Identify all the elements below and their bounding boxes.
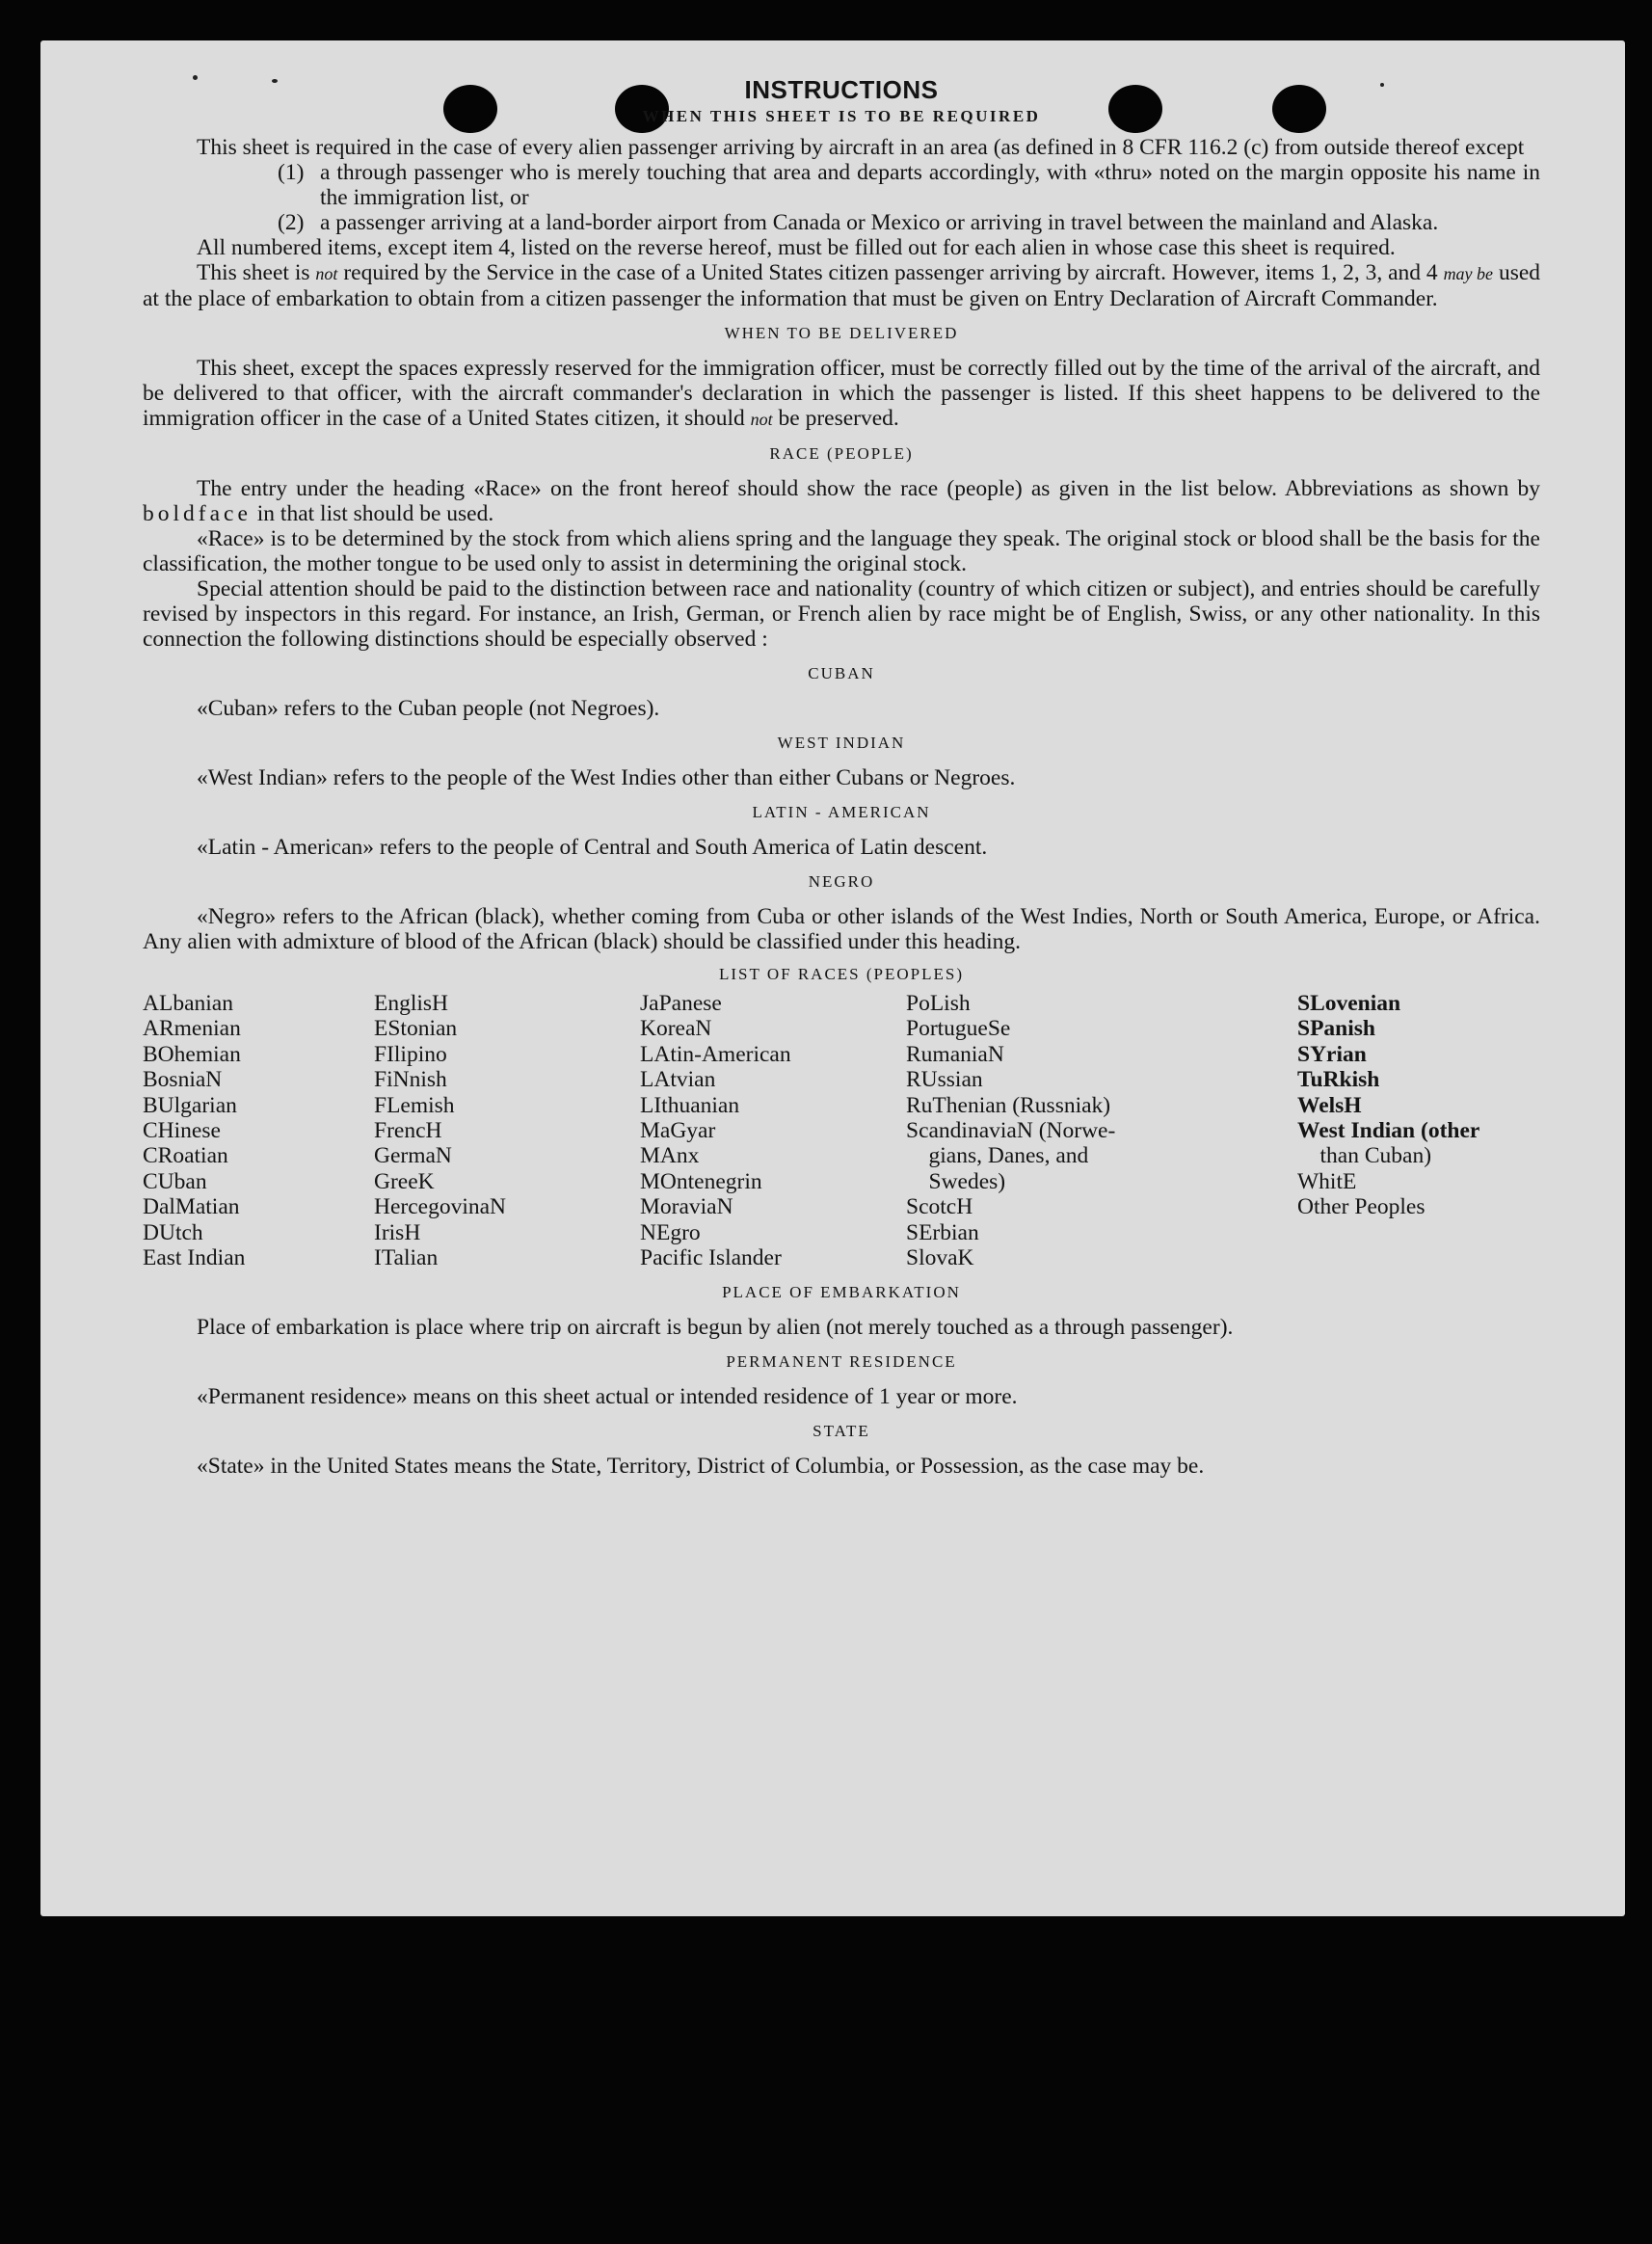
text-run: The entry under the heading «Race» on the front hereof should show the race (people) as given in the list below. Abbreviations as shown by bbox=[197, 476, 1540, 501]
race-entry: SLovenian bbox=[1297, 991, 1401, 1016]
race-entry: NEgro bbox=[640, 1219, 701, 1245]
page-title: INSTRUCTIONS bbox=[744, 75, 939, 104]
italic-text: may be bbox=[1443, 264, 1494, 283]
race-column bbox=[906, 991, 1297, 1270]
race-entry: MaGyar bbox=[640, 1118, 716, 1144]
paragraph-delivered bbox=[143, 356, 1540, 432]
text-run: be preserved. bbox=[778, 406, 899, 431]
race-entry: RumaniaN bbox=[906, 1041, 1004, 1067]
section-heading-embarkation: PLACE OF EMBARKATION bbox=[722, 1283, 961, 1302]
race-entry: SYrian bbox=[1297, 1041, 1367, 1067]
exception-text: a through passenger who is merely touching that area and departs accordingly, with «thru» noted on the margin opposite his name in the immigration list, or bbox=[320, 160, 1540, 210]
race-entry: ScotcH bbox=[906, 1194, 973, 1220]
race-entry: BOhemian bbox=[143, 1041, 241, 1067]
race-entry: TuRkish bbox=[1297, 1067, 1380, 1093]
exception-number: (2) bbox=[278, 210, 305, 235]
race-entry: East Indian bbox=[143, 1245, 246, 1271]
race-entry: PortugueSe bbox=[906, 1016, 1011, 1042]
text-run: required by the Service in the case of a United States citizen passenger arriving by aircraft. However, items 1, 2, 3, and 4 bbox=[343, 260, 1438, 285]
paragraph-west-indian: «West Indian» refers to the people of the West Indies other than either Cubans or Negroes. bbox=[197, 765, 1016, 790]
race-entry: LAtin-American bbox=[640, 1041, 791, 1067]
race-column bbox=[640, 991, 906, 1270]
race-entry: ITalian bbox=[374, 1245, 439, 1271]
paragraph-race-entry bbox=[143, 476, 1540, 526]
race-entry: BUlgarian bbox=[143, 1092, 237, 1118]
exception-item bbox=[143, 210, 1540, 235]
race-entry: West Indian (other bbox=[1297, 1118, 1480, 1144]
exception-number: (1) bbox=[278, 160, 305, 185]
race-entry: IrisH bbox=[374, 1219, 421, 1245]
race-entry: KoreaN bbox=[640, 1016, 712, 1042]
text-run: This sheet, except the spaces expressly reserved for the immigration officer, must be correctly filled out by the time of the arrival of the aircraft, and be delivered to that officer, with the aircraft commander's declaration in which the passenger is listed. If this sheet happens to be delivered to the immigration officer in the case of a United States citizen, it should bbox=[143, 356, 1540, 431]
section-heading-list-of-races: LIST OF RACES (PEOPLES) bbox=[719, 965, 964, 983]
spaced-text: boldface bbox=[143, 501, 252, 526]
race-entry: than Cuban) bbox=[1297, 1143, 1432, 1169]
race-entry: ALbanian bbox=[143, 991, 233, 1016]
paragraph-residence: «Permanent residence» means on this sheet actual or intended residence of 1 year or more. bbox=[197, 1384, 1018, 1410]
race-entry: DUtch bbox=[143, 1219, 203, 1245]
race-entry: EnglisH bbox=[374, 991, 449, 1016]
section-heading-west-indian: WEST INDIAN bbox=[777, 734, 906, 752]
italic-text: not bbox=[315, 264, 338, 283]
italic-text: not bbox=[750, 410, 773, 429]
race-entry: ARmenian bbox=[143, 1016, 241, 1042]
race-entry: LAtvian bbox=[640, 1067, 716, 1093]
paragraph-state: «State» in the United States means the State, Territory, District of Columbia, or Possession, as the case may be. bbox=[197, 1454, 1205, 1480]
section-heading-residence: PERMANENT RESIDENCE bbox=[726, 1352, 957, 1372]
text-run: in that list should be used. bbox=[256, 501, 494, 526]
race-entry: WelsH bbox=[1297, 1092, 1362, 1118]
race-entry: DalMatian bbox=[143, 1194, 240, 1220]
race-entry: GermaN bbox=[374, 1143, 452, 1169]
exception-text: a passenger arriving at a land-border airport from Canada or Mexico or arriving in travel between the mainland and Alaska. bbox=[320, 210, 1439, 235]
race-entry: CRoatian bbox=[143, 1143, 228, 1169]
race-entry: FiNnish bbox=[374, 1067, 447, 1093]
section-heading-cuban: CUBAN bbox=[808, 664, 875, 682]
race-entry: PoLish bbox=[906, 991, 971, 1016]
race-entry: WhitE bbox=[1297, 1168, 1357, 1194]
race-entry: FIlipino bbox=[374, 1041, 447, 1067]
paragraph-latin-american: «Latin - American» refers to the people of Central and South America of Latin descent. bbox=[197, 835, 988, 860]
paragraph-negro: «Negro» refers to the African (black), whether coming from Cuba or other islands of the West Indies, North or South America, Europe, or Africa. Any alien with admixture of blood of the African (black) should be classified under this heading. bbox=[143, 904, 1540, 954]
race-entry: MAnx bbox=[640, 1143, 700, 1169]
section-heading-required: WHEN THIS SHEET IS TO BE REQUIRED bbox=[642, 107, 1041, 125]
section-heading-state: STATE bbox=[813, 1422, 870, 1441]
paragraph-required: This sheet is required in the case of every alien passenger arriving by aircraft in an area (as defined in 8 CFR 116.2 (c) from outside thereof except bbox=[197, 135, 1525, 160]
paragraph-race-definition: «Race» is to be determined by the stock from which aliens spring and the language they speak. The original stock or blood shall be the basis for the classification, the mother tongue to be used only to assist in determining the original stock. bbox=[143, 526, 1540, 576]
paragraph-numbered-items: All numbered items, except item 4, listed on the reverse hereof, must be filled out for each alien in whose case this sheet is required. bbox=[197, 235, 1396, 260]
race-entry: JaPanese bbox=[640, 991, 722, 1016]
race-entry: MoraviaN bbox=[640, 1194, 733, 1220]
race-entry: FrencH bbox=[374, 1118, 442, 1144]
paragraph-embarkation: Place of embarkation is place where trip on aircraft is begun by alien (not merely touched as a through passenger). bbox=[197, 1315, 1234, 1341]
race-entry: SPanish bbox=[1297, 1016, 1375, 1042]
section-heading-negro: NEGRO bbox=[808, 872, 875, 891]
race-entry: SlovaK bbox=[906, 1245, 974, 1271]
exception-item bbox=[143, 160, 1540, 210]
race-list bbox=[143, 991, 1540, 1270]
race-column bbox=[374, 991, 640, 1270]
section-heading-race: RACE (PEOPLE) bbox=[769, 444, 914, 463]
race-entry: CHinese bbox=[143, 1118, 221, 1144]
race-entry: SErbian bbox=[906, 1219, 979, 1245]
race-entry: CUban bbox=[143, 1168, 207, 1194]
race-entry: GreeK bbox=[374, 1168, 435, 1194]
race-entry: Pacific Islander bbox=[640, 1245, 782, 1271]
race-column bbox=[1297, 991, 1540, 1270]
race-entry: MOntenegrin bbox=[640, 1168, 762, 1194]
race-entry: Swedes) bbox=[906, 1168, 1006, 1194]
race-entry: Other Peoples bbox=[1297, 1194, 1426, 1220]
instruction-sheet bbox=[40, 40, 1625, 1916]
paragraph-race-distinction: Special attention should be paid to the distinction between race and nationality (country of which citizen or subject), and entries should be carefully revised by inspectors in this regard. For instance, an Irish, German, or French alien by race might be of English, Swiss, or any other nationality. In this connection the following distinctions should be especially observed : bbox=[143, 576, 1540, 652]
race-entry: gians, Danes, and bbox=[906, 1143, 1089, 1169]
instructions-content bbox=[143, 77, 1540, 1479]
text-run: This sheet is bbox=[197, 260, 310, 285]
paragraph-citizen bbox=[143, 260, 1540, 311]
race-entry: FLemish bbox=[374, 1092, 455, 1118]
section-heading-latin-american: LATIN - AMERICAN bbox=[752, 803, 931, 821]
race-entry: RuThenian (Russniak) bbox=[906, 1092, 1111, 1118]
race-column bbox=[143, 991, 374, 1270]
text-run: used at the place of embarkation to obtain from a citizen passenger the information that must be given on Entry Declaration of Aircraft Commander. bbox=[143, 260, 1541, 311]
race-entry: LIthuanian bbox=[640, 1092, 740, 1118]
race-entry: RUssian bbox=[906, 1067, 983, 1093]
race-entry: EStonian bbox=[374, 1016, 458, 1042]
race-entry: HercegovinaN bbox=[374, 1194, 507, 1220]
paragraph-cuban: «Cuban» refers to the Cuban people (not Negroes). bbox=[197, 696, 660, 721]
race-entry: BosniaN bbox=[143, 1067, 223, 1093]
race-entry: ScandinaviaN (Norwe- bbox=[906, 1118, 1116, 1144]
section-heading-delivered: WHEN TO BE DELIVERED bbox=[724, 324, 959, 342]
